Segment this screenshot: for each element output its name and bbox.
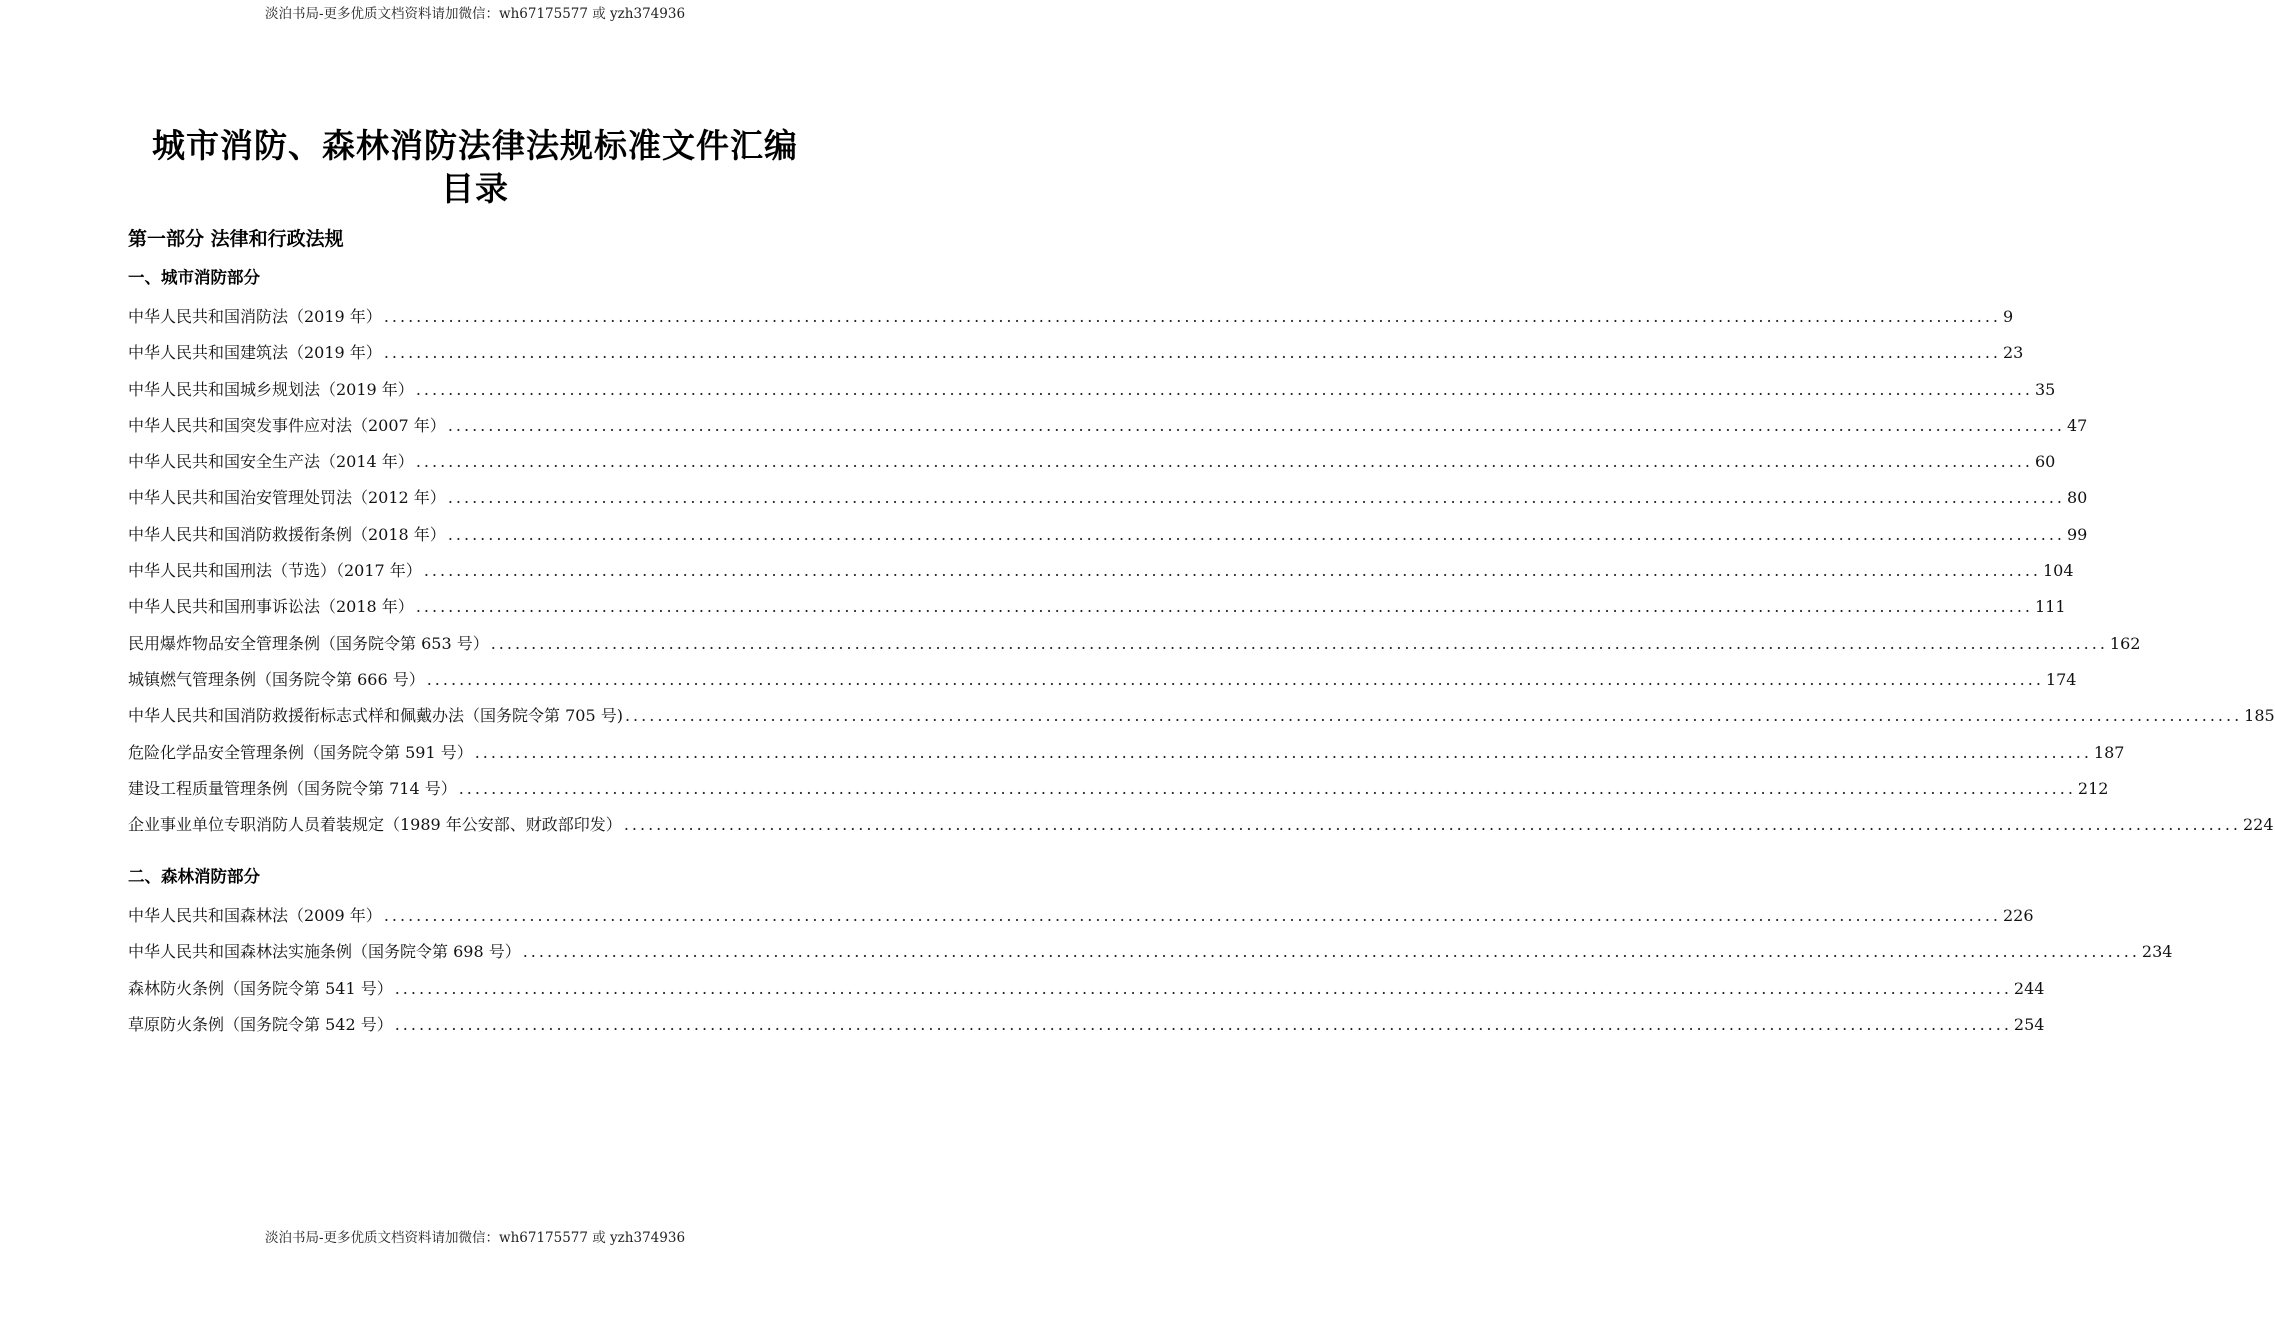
toc-entry-page: 187: [2093, 742, 2125, 762]
toc-leader-dots: ........................................................................................................................................................................................................: [447, 415, 2065, 435]
toc-entry-title: 中华人民共和国城乡规划法（2019 年）: [128, 379, 414, 399]
toc-entry-page: 60: [2035, 452, 2056, 472]
toc-leader-dots: ........................................................................................................................................................................................................: [447, 524, 2065, 544]
toc-entry-title: 中华人民共和国刑事诉讼法（2018 年）: [128, 597, 414, 617]
toc-entry[interactable]: [128, 335, 2024, 371]
page-footer: 淡泊书局-更多优质文档资料请加微信：wh67175577 或 yzh374936: [264, 1230, 686, 1246]
toc-leader-dots: ........................................................................................................................................................................................................: [383, 906, 2001, 925]
toc-entry-page: 104: [2043, 561, 2074, 581]
part-heading: 第一部分 法律和行政法规: [128, 228, 344, 250]
toc-entry-title: 城镇燃气管理条例（国务院令第 666 号）: [128, 669, 425, 689]
toc-entry-title: 危险化学品安全管理条例（国务院令第 591 号）: [128, 742, 473, 762]
toc-entry[interactable]: [128, 408, 2088, 444]
toc-entry-title: 中华人民共和国消防救援衔标志式样和佩戴办法（国务院令第 705 号): [128, 706, 623, 726]
toc-leader-dots: ........................................................................................................................................................................................................: [522, 942, 2140, 962]
toc-entry-title: 森林防火条例（国务院令第 541 号）: [128, 978, 393, 998]
toc-entry-page: 224: [2243, 815, 2274, 835]
toc-entry[interactable]: [128, 626, 2141, 662]
toc-entry-title: 中华人民共和国刑法（节选）（2017 年）: [128, 561, 422, 581]
toc-leader-dots: ........................................................................................................................................................................................................: [394, 978, 2012, 998]
toc-leader-dots: ........................................................................................................................................................................................................: [490, 633, 2108, 653]
page-header: 淡泊书局-更多优质文档资料请加微信：wh67175577 或 yzh374936: [264, 6, 686, 22]
toc-entry[interactable]: [128, 444, 2056, 480]
toc-leader-dots: ........................................................................................................................................................................................................: [624, 706, 2243, 726]
toc-entry-title: 中华人民共和国消防法（2019 年）: [128, 307, 382, 326]
toc-entry-page: 162: [2109, 633, 2141, 653]
toc-entry[interactable]: [128, 971, 2045, 1007]
toc-entry-title: 草原防火条例（国务院令第 542 号）: [128, 1014, 393, 1034]
toc-entry-title: 中华人民共和国森林法实施条例（国务院令第 698 号）: [128, 942, 521, 962]
section-heading-forest: 二、森林消防部分: [128, 867, 260, 886]
toc-entry-title: 中华人民共和国治安管理处罚法（2012 年）: [128, 488, 446, 508]
toc-entry[interactable]: [128, 553, 2074, 589]
toc-entry[interactable]: [128, 372, 2056, 408]
toc-entry-title: 中华人民共和国建筑法（2019 年）: [128, 343, 382, 363]
toc-entry-page: 174: [2045, 669, 2077, 689]
toc-entry-title: 企业事业单位专职消防人员着装规定（1989 年公安部、财政部印发）: [128, 815, 622, 835]
toc-entry-page: 254: [2013, 1014, 2045, 1034]
toc-entry-page: 185: [2244, 706, 2275, 726]
toc-leader-dots: ........................................................................................................................................................................................................: [447, 488, 2065, 508]
toc-leader-dots: ........................................................................................................................................................................................................: [415, 597, 2033, 617]
toc-entry-title: 中华人民共和国森林法（2009 年）: [128, 906, 382, 925]
toc-entry[interactable]: [128, 1007, 2045, 1043]
toc-entry-title: 中华人民共和国消防救援衔条例（2018 年）: [128, 524, 446, 544]
toc-entry-page: 23: [2003, 343, 2024, 363]
toc-entry-page: 234: [2141, 942, 2173, 962]
toc-entry-page: 47: [2067, 415, 2088, 435]
toc-leader-dots: ........................................................................................................................................................................................................: [383, 343, 2001, 363]
toc-leader-dots: ........................................................................................................................................................................................................: [426, 669, 2044, 689]
toc-entry[interactable]: [128, 299, 2014, 335]
toc-entry-page: 111: [2035, 597, 2066, 617]
document-title: 城市消防、森林消防法律法规标准文件汇编: [152, 126, 798, 165]
toc-entry-page: 35: [2035, 379, 2056, 399]
toc-leader-dots: ........................................................................................................................................................................................................: [383, 307, 2001, 326]
toc-title: 目录: [441, 169, 509, 208]
toc-entry[interactable]: [128, 898, 2034, 934]
toc-leader-dots: ........................................................................................................................................................................................................: [623, 815, 2241, 835]
section-heading-urban: 一、城市消防部分: [128, 268, 260, 287]
toc-leader-dots: ........................................................................................................................................................................................................: [394, 1014, 2012, 1034]
toc-entry-title: 建设工程质量管理条例（国务院令第 714 号）: [128, 778, 457, 798]
toc-entry[interactable]: [128, 662, 2077, 698]
toc-entry[interactable]: [128, 771, 2109, 807]
toc-list-forest: [128, 898, 2173, 1043]
toc-entry-title: 民用爆炸物品安全管理条例（国务院令第 653 号）: [128, 633, 489, 653]
toc-entry[interactable]: [128, 735, 2125, 771]
toc-entry-page: 9: [2003, 307, 2014, 326]
toc-leader-dots: ........................................................................................................................................................................................................: [415, 379, 2033, 399]
toc-entry[interactable]: [128, 589, 2066, 625]
toc-entry-page: 212: [2077, 778, 2109, 798]
toc-entry[interactable]: [128, 934, 2173, 970]
toc-entry-page: 226: [2003, 906, 2034, 925]
toc-leader-dots: ........................................................................................................................................................................................................: [474, 742, 2092, 762]
toc-leader-dots: ........................................................................................................................................................................................................: [458, 778, 2076, 798]
toc-entry[interactable]: [128, 480, 2088, 516]
toc-entry[interactable]: [128, 517, 2088, 553]
toc-entry[interactable]: [128, 807, 2274, 843]
toc-entry-title: 中华人民共和国突发事件应对法（2007 年）: [128, 415, 446, 435]
toc-entry-title: 中华人民共和国安全生产法（2014 年）: [128, 452, 414, 472]
toc-entry-page: 99: [2067, 524, 2088, 544]
toc-entry-page: 80: [2067, 488, 2088, 508]
toc-leader-dots: ........................................................................................................................................................................................................: [423, 561, 2041, 581]
toc-entry[interactable]: [128, 698, 2275, 734]
toc-leader-dots: ........................................................................................................................................................................................................: [415, 452, 2033, 472]
toc-list-urban: [128, 299, 2275, 843]
toc-entry-page: 244: [2013, 978, 2045, 998]
